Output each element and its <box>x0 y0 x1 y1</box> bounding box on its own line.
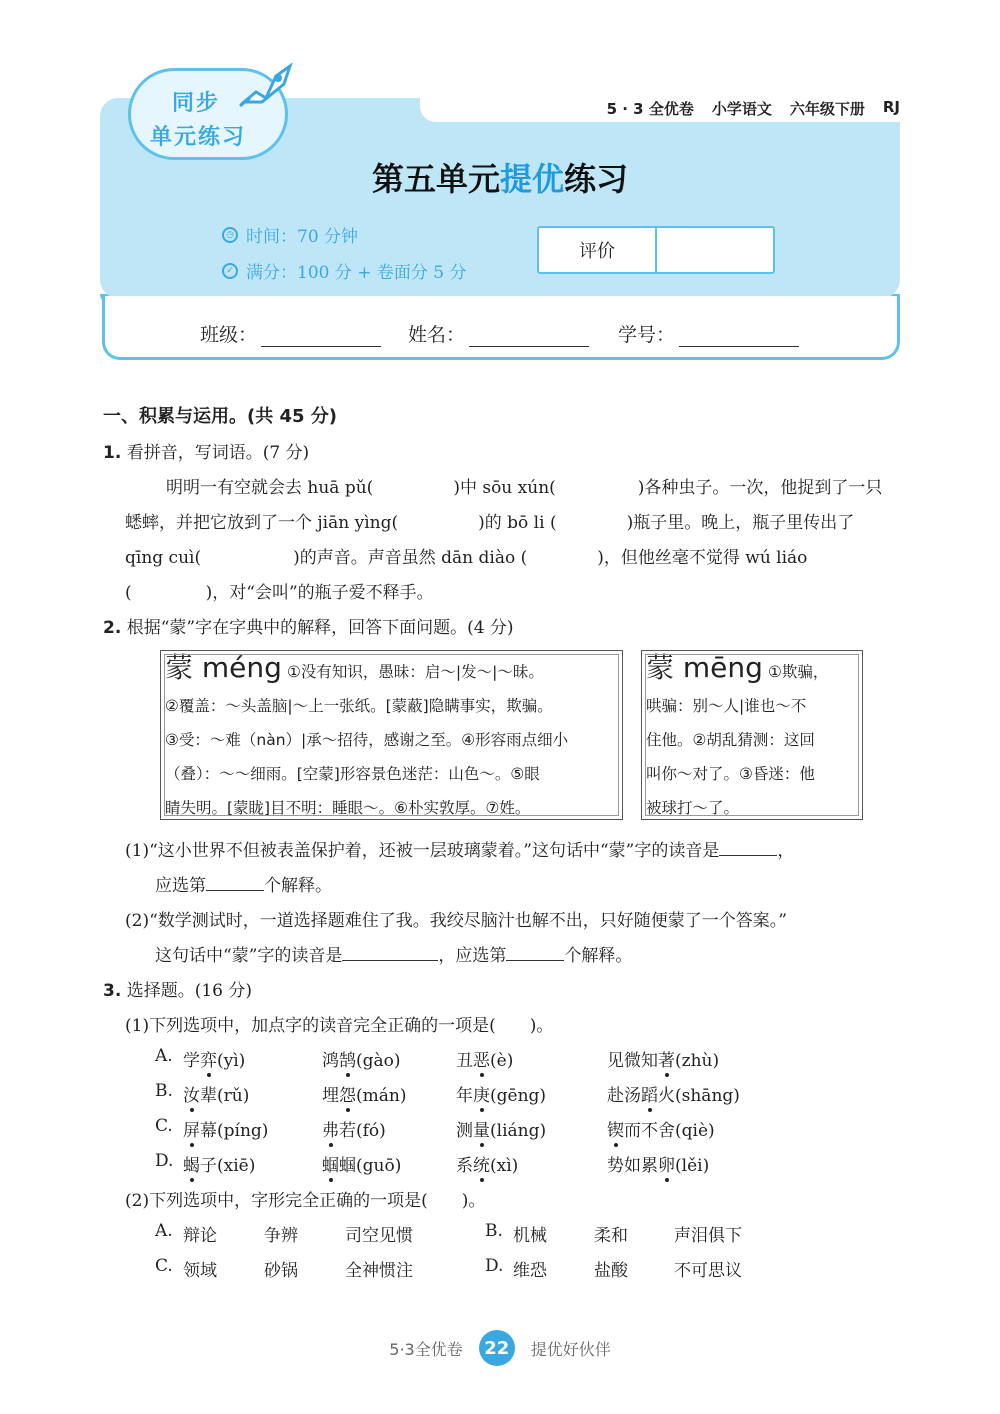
q3-sub1-prompt: (1)下列选项中，加点字的读音完全正确的一项是( )。 <box>125 1016 554 1036</box>
score-row <box>222 258 467 283</box>
q2-sub1-line1: (1)“这小世界不但被表盖保护着，还被一层玻璃蒙着。”这句话中“蒙”字的读音是 ， <box>125 836 794 861</box>
id-blank[interactable] <box>679 327 799 347</box>
grade-label: 评价 <box>539 228 657 272</box>
footer-brand: 5·3全优卷 <box>389 1339 463 1359</box>
dictionary-entry-meng2: 蒙 méng ①没有知识，愚昧：启～|发～|～昧。 ②覆盖：～头盖脑|～上一张纸。[蒙蔽]隐瞒事实，欺骗。 ③受：～难（nàn）|承～招待，感谢之至。④形容雨点细小 （叠）：～～细雨。[空蒙]形容景色迷茫：山色～。⑤眼 睛失明。[蒙眬]目不明：睡眼～。⑥朴实敦厚。⑦姓。 <box>160 650 623 820</box>
q2-title: 2. 根据“蒙”字在字典中的解释，回答下面问题。(4 分) <box>103 618 514 638</box>
dict1-line5: 睛失明。[蒙眬]目不明：睡眼～。⑥朴实敦厚。⑦姓。 <box>165 799 531 817</box>
dict2-line3: 住他。②胡乱猜测：这回 <box>646 731 815 749</box>
id-field <box>618 320 799 347</box>
page-number: 22 <box>479 1330 515 1366</box>
q2-sub2-line1: (2)“数学测试时，一道选择题难住了我。我绞尽脑汁也解不出，只好随便蒙了一个答案。” <box>125 911 787 931</box>
badge-line1: 同步 <box>172 91 221 116</box>
q1-title: 1. 看拼音，写词语。(7 分) <box>103 443 310 463</box>
series-brand: 5 · 3 全优卷 <box>606 100 694 118</box>
class-label: 班级： <box>200 324 258 346</box>
name-label: 姓名： <box>408 324 466 346</box>
q3-title: 3. 选择题。(16 分) <box>103 981 253 1001</box>
dict2-line4: 叫你～对了。③昏迷：他 <box>646 765 815 783</box>
rocket-icon <box>236 62 294 110</box>
score-text: 满分：100 分 + 卷面分 5 分 <box>246 263 467 283</box>
dict1-head: 蒙 méng <box>165 651 282 684</box>
series-grade: 六年级下册 <box>789 100 865 118</box>
dict2-line5: 被球打～了。 <box>646 799 740 817</box>
q1-line4: ( )，对“会叫”的瓶子爱不释手。 <box>125 583 434 603</box>
grade-box <box>537 226 775 274</box>
class-field <box>200 320 381 347</box>
dict2-line2: 哄骗：别～人|谁也～不 <box>646 697 807 715</box>
section-title: 一、积累与运用。(共 45 分) <box>103 406 338 427</box>
check-icon: ✓ <box>222 263 238 279</box>
q3-sub2-prompt: (2)下列选项中，字形完全正确的一项是( )。 <box>125 1191 486 1211</box>
series-edition: RJ <box>882 98 900 116</box>
grade-field[interactable] <box>657 228 773 272</box>
dictionary-entry-meng1: 蒙 mēng ①欺骗， 哄骗：别～人|谁也～不 住他。②胡乱猜测：这回 叫你～对了。③昏迷：他 被球打～了。 <box>641 650 863 820</box>
page-footer <box>0 1330 1000 1366</box>
class-blank[interactable] <box>261 327 381 347</box>
dict1-line4: （叠）：～～细雨。[空蒙]形容景色迷茫：山色～。⑤眼 <box>165 765 540 783</box>
clock-icon: ◷ <box>222 227 238 243</box>
dict1-line2: ②覆盖：～头盖脑|～上一张纸。[蒙蔽]隐瞒事实，欺骗。 <box>165 697 553 715</box>
q2-sub1-line2: 应选第 个解释。 <box>155 871 332 896</box>
name-blank[interactable] <box>469 327 589 347</box>
series-subject: 小学语文 <box>711 100 772 118</box>
page-title: 第五单元提优练习 <box>371 160 629 198</box>
q2-sub2-line2: 这句话中“蒙”字的读音是 ，应选第 个解释。 <box>155 941 632 966</box>
time-row <box>222 222 358 247</box>
footer-slogan: 提优好伙伴 <box>530 1339 611 1359</box>
time-text: 时间：70 分钟 <box>246 227 359 247</box>
id-label: 学号： <box>618 324 676 346</box>
badge-line2: 单元练习 <box>150 125 247 150</box>
series-line <box>607 98 900 119</box>
q1-line2: 蟋蟀，并把它放到了一个 jiān yìng( )的 bō li ( )瓶子里。晚上，瓶子里传出了 <box>125 513 855 533</box>
name-field <box>408 320 589 347</box>
q1-line3: qīng cuì( )的声音。声音虽然 dān diào ( )，但他丝毫不觉得 wú liáo <box>125 548 808 568</box>
dict2-head: 蒙 mēng <box>646 651 763 684</box>
dict1-line3: ③受：～难（nàn）|承～招待，感谢之至。④形容雨点细小 <box>165 731 569 749</box>
q1-line1: 明明一有空就会去 huā pǔ( )中 sōu xún( )各种虫子。一次，他捉到了一只 <box>166 478 883 498</box>
